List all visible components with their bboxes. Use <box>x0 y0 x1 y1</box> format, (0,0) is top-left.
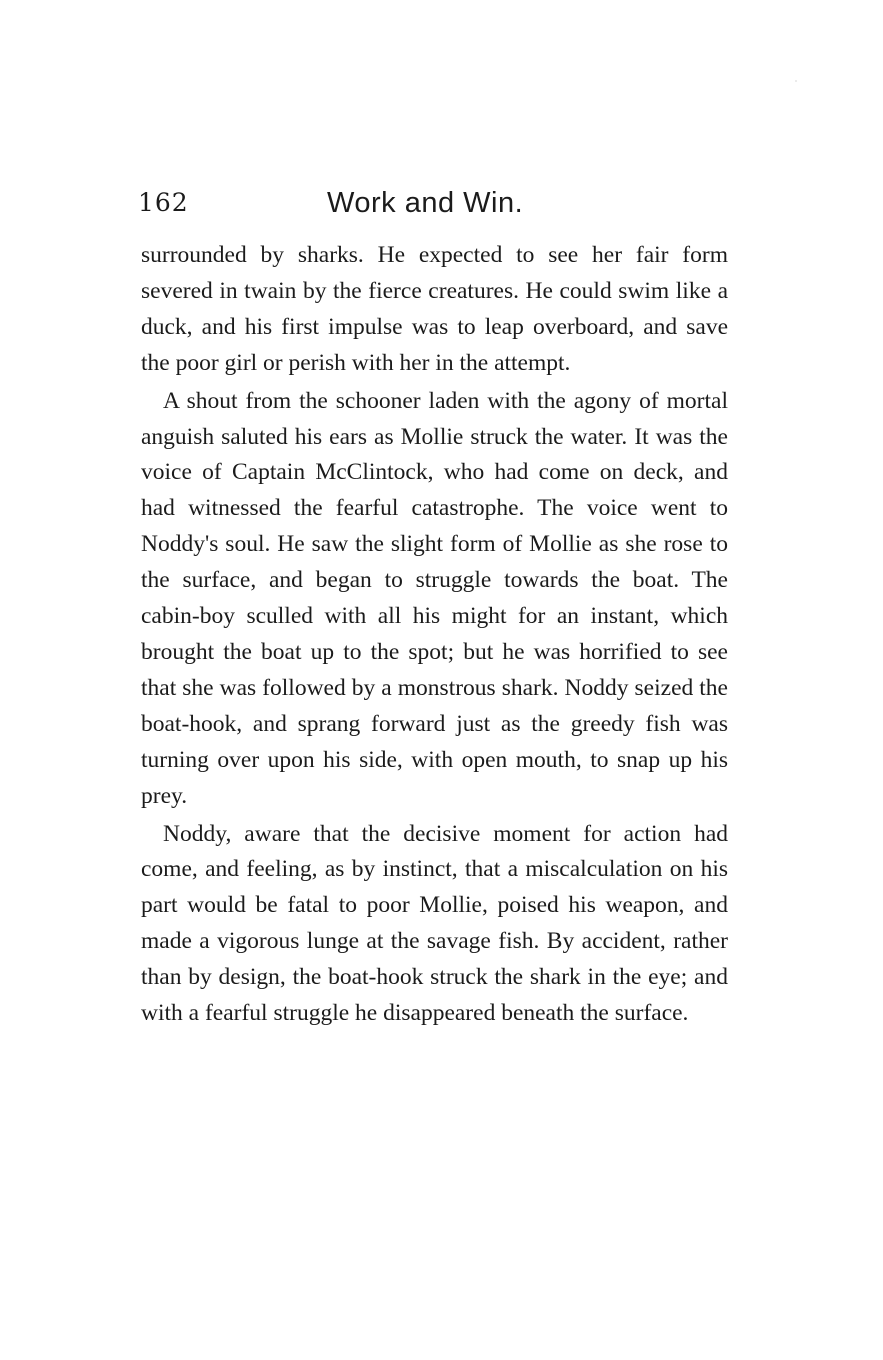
paragraph-3: Noddy, aware that the decisive moment for action had come, and feeling, as by instinct, that a miscalculation on his part would be fatal to poor Mollie, poised his weapon, and made a vigorous lunge at the savage fish. By accident, rather than by design, the boat-hook struck the shark in the eye; and with a fearful struggle he disappeared beneath the surface. <box>141 820 728 1027</box>
paragraph-2: A shout from the schooner laden with the agony of mortal anguish saluted his ears as Mollie struck the water. It was the voice of Captain McClintock, who had come on deck, and had witnessed the fearful catastrophe. The voice went to Noddy's soul. He saw the slight form of Mollie as she rose to the surface, and began to struggle towards the boat. The cabin-boy sculled with all his might for an instant, which brought the boat up to the spot; but he was horrified to see that she was followed by a monstrous shark. Noddy seized the boat-hook, and sprang forward just as the greedy fish was turning over upon his side, with open mouth, to snap up his prey. <box>141 387 728 809</box>
body-text <box>141 238 728 1032</box>
page-number: 162 <box>138 188 189 217</box>
scan-speck <box>795 80 797 82</box>
running-title: Work and Win. <box>327 187 524 219</box>
paragraph-1: surrounded by sharks. He expected to see her fair form severed in twain by the fierce creatures. He could swim like a duck, and his first impulse was to leap overboard, and save the poor girl or perish with her in the attempt. <box>141 242 728 376</box>
page-header <box>138 183 738 223</box>
